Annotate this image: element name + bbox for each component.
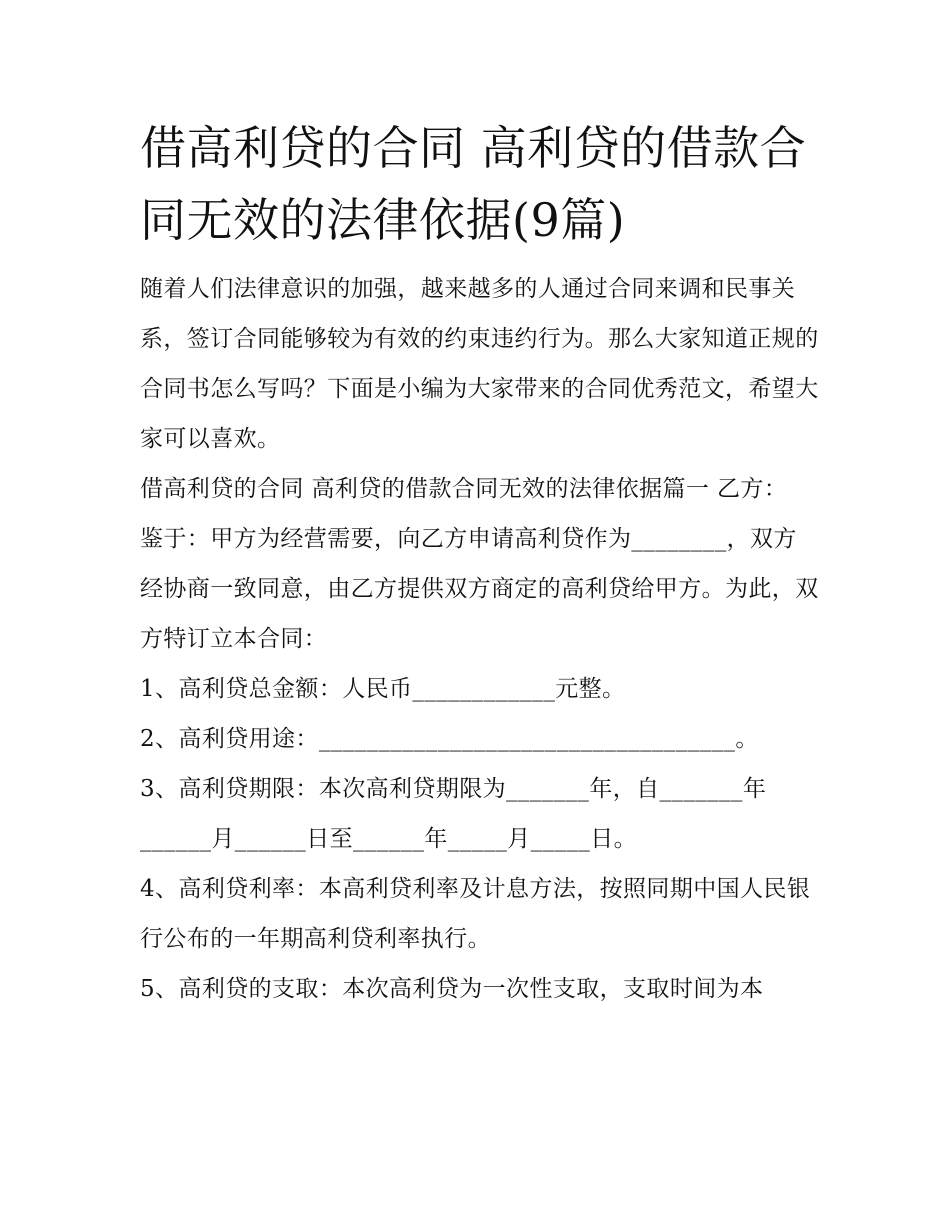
clause-4-rate: 4、高利贷利率：本高利贷利率及计息方法，按照同期中国人民银行公布的一年期高利贷利率执行。 [140, 876, 811, 952]
intro-paragraph: 随着人们法律意识的加强，越来越多的人通过合同来调和民事关系，签订合同能够较为有效的约束违约行为。那么大家知道正规的合同书怎么写吗？下面是小编为大家带来的合同优秀范文，希望大家可以喜欢。 [140, 276, 819, 452]
clause-2-purpose: 2、高利贷用途：___________________________________。 [140, 726, 759, 752]
section-heading: 借高利贷的合同 高利贷的借款合同无效的法律依据篇一 乙方： [140, 476, 788, 502]
clause-5-withdrawal: 5、高利贷的支取：本次高利贷为一次性支取，支取时间为本 [140, 976, 764, 1002]
document-page [140, 112, 820, 1014]
document-title: 借高利贷的合同 高利贷的借款合同无效的法律依据(9篇) [140, 121, 807, 247]
clause-3-term: 3、高利贷期限：本次高利贷期限为_______年，自_______年______月______日至______年_____月_____日。 [140, 776, 767, 852]
clause-1-amount: 1、高利贷总金额：人民币____________元整。 [140, 676, 626, 702]
whereas-clause: 鉴于：甲方为经营需要，向乙方申请高利贷作为________，双方经协商一致同意，由乙方提供双方商定的高利贷给甲方。为此，双方特订立本合同： [140, 526, 819, 652]
